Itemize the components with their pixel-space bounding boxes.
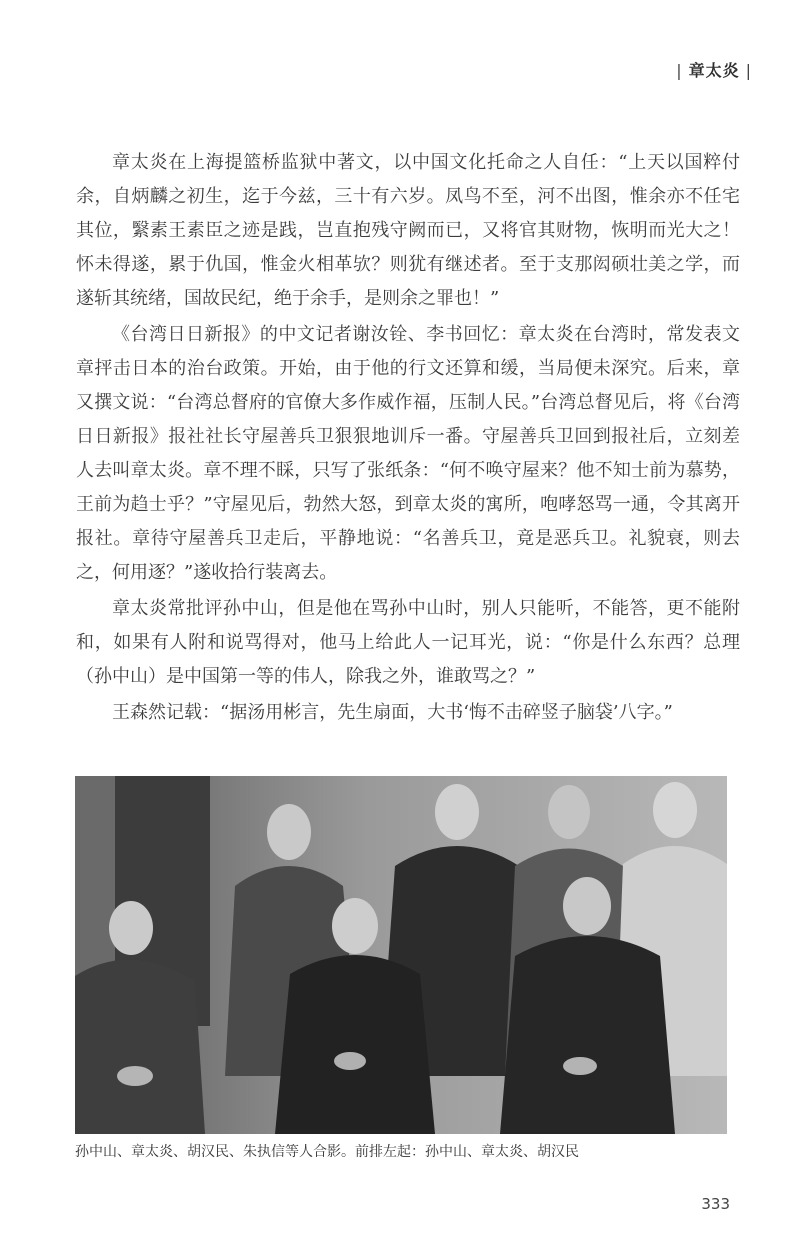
photo-caption: 孙中山、章太炎、胡汉民、朱执信等人合影。前排左起：孙中山、章太炎、胡汉民 <box>75 1144 579 1160</box>
paragraph: 《台湾日日新报》的中文记者谢汝铨、李书回忆：章太炎在台湾时，常发表文章抨击日本的治台政策。开始，由于他的行文还算和缓，当局便未深究。后来，章又撰文说：“台湾总督府的官僚大多作威作福，压制人民。”台湾总督见后，将《台湾日日新报》报社社长守屋善兵卫狠狠地训斥一番。守屋善兵卫回到报社后，立刻差人去叫章太炎。章不理不睬，只写了张纸条：“何不唤守屋来？他不知士前为慕势，王前为趋士乎？”守屋见后，勃然大怒，到章太炎的寓所，咆哮怒骂一通，令其离开报社。章待守屋善兵卫走后，平静地说：“名善兵卫，竟是恶兵卫。礼貌衰，则去之，何用逐？”遂收拾行装离去。 <box>76 324 740 583</box>
running-header <box>670 58 758 81</box>
group-photo-illustration <box>75 776 727 1134</box>
header-divider-right: | <box>745 61 752 80</box>
paragraph: 章太炎常批评孙中山，但是他在骂孙中山时，别人只能听，不能答，更不能附和，如果有人附和说骂得对，他马上给此人一记耳光，说：“你是什么东西？总理（孙中山）是中国第一等的伟人，除我之外，谁敢骂之？” <box>76 598 740 687</box>
paragraph: 王森然记载：“据汤用彬言，先生扇面，大书‘悔不击碎竖子脑袋’八字。” <box>112 702 673 723</box>
group-photo <box>75 776 727 1134</box>
page-number: 333 <box>701 1195 730 1213</box>
body-text <box>76 146 740 732</box>
header-title: 章太炎 <box>688 61 740 80</box>
paragraph: 章太炎在上海提篮桥监狱中著文，以中国文化托命之人自任：“上天以国粹付余，自炳麟之初生，迄于今兹，三十有六岁。凤鸟不至，河不出图，惟余亦不任宅其位，繄素王素臣之迹是践，岂直抱残守阙而已，又将官其财物，恢明而光大之！怀未得遂，累于仇国，惟金火相革欤？则犹有继述者。至于支那闳硕壮美之学，而遂斩其统绪，国故民纪，绝于余手，是则余之罪也！” <box>76 152 740 309</box>
header-divider-left: | <box>676 61 683 80</box>
